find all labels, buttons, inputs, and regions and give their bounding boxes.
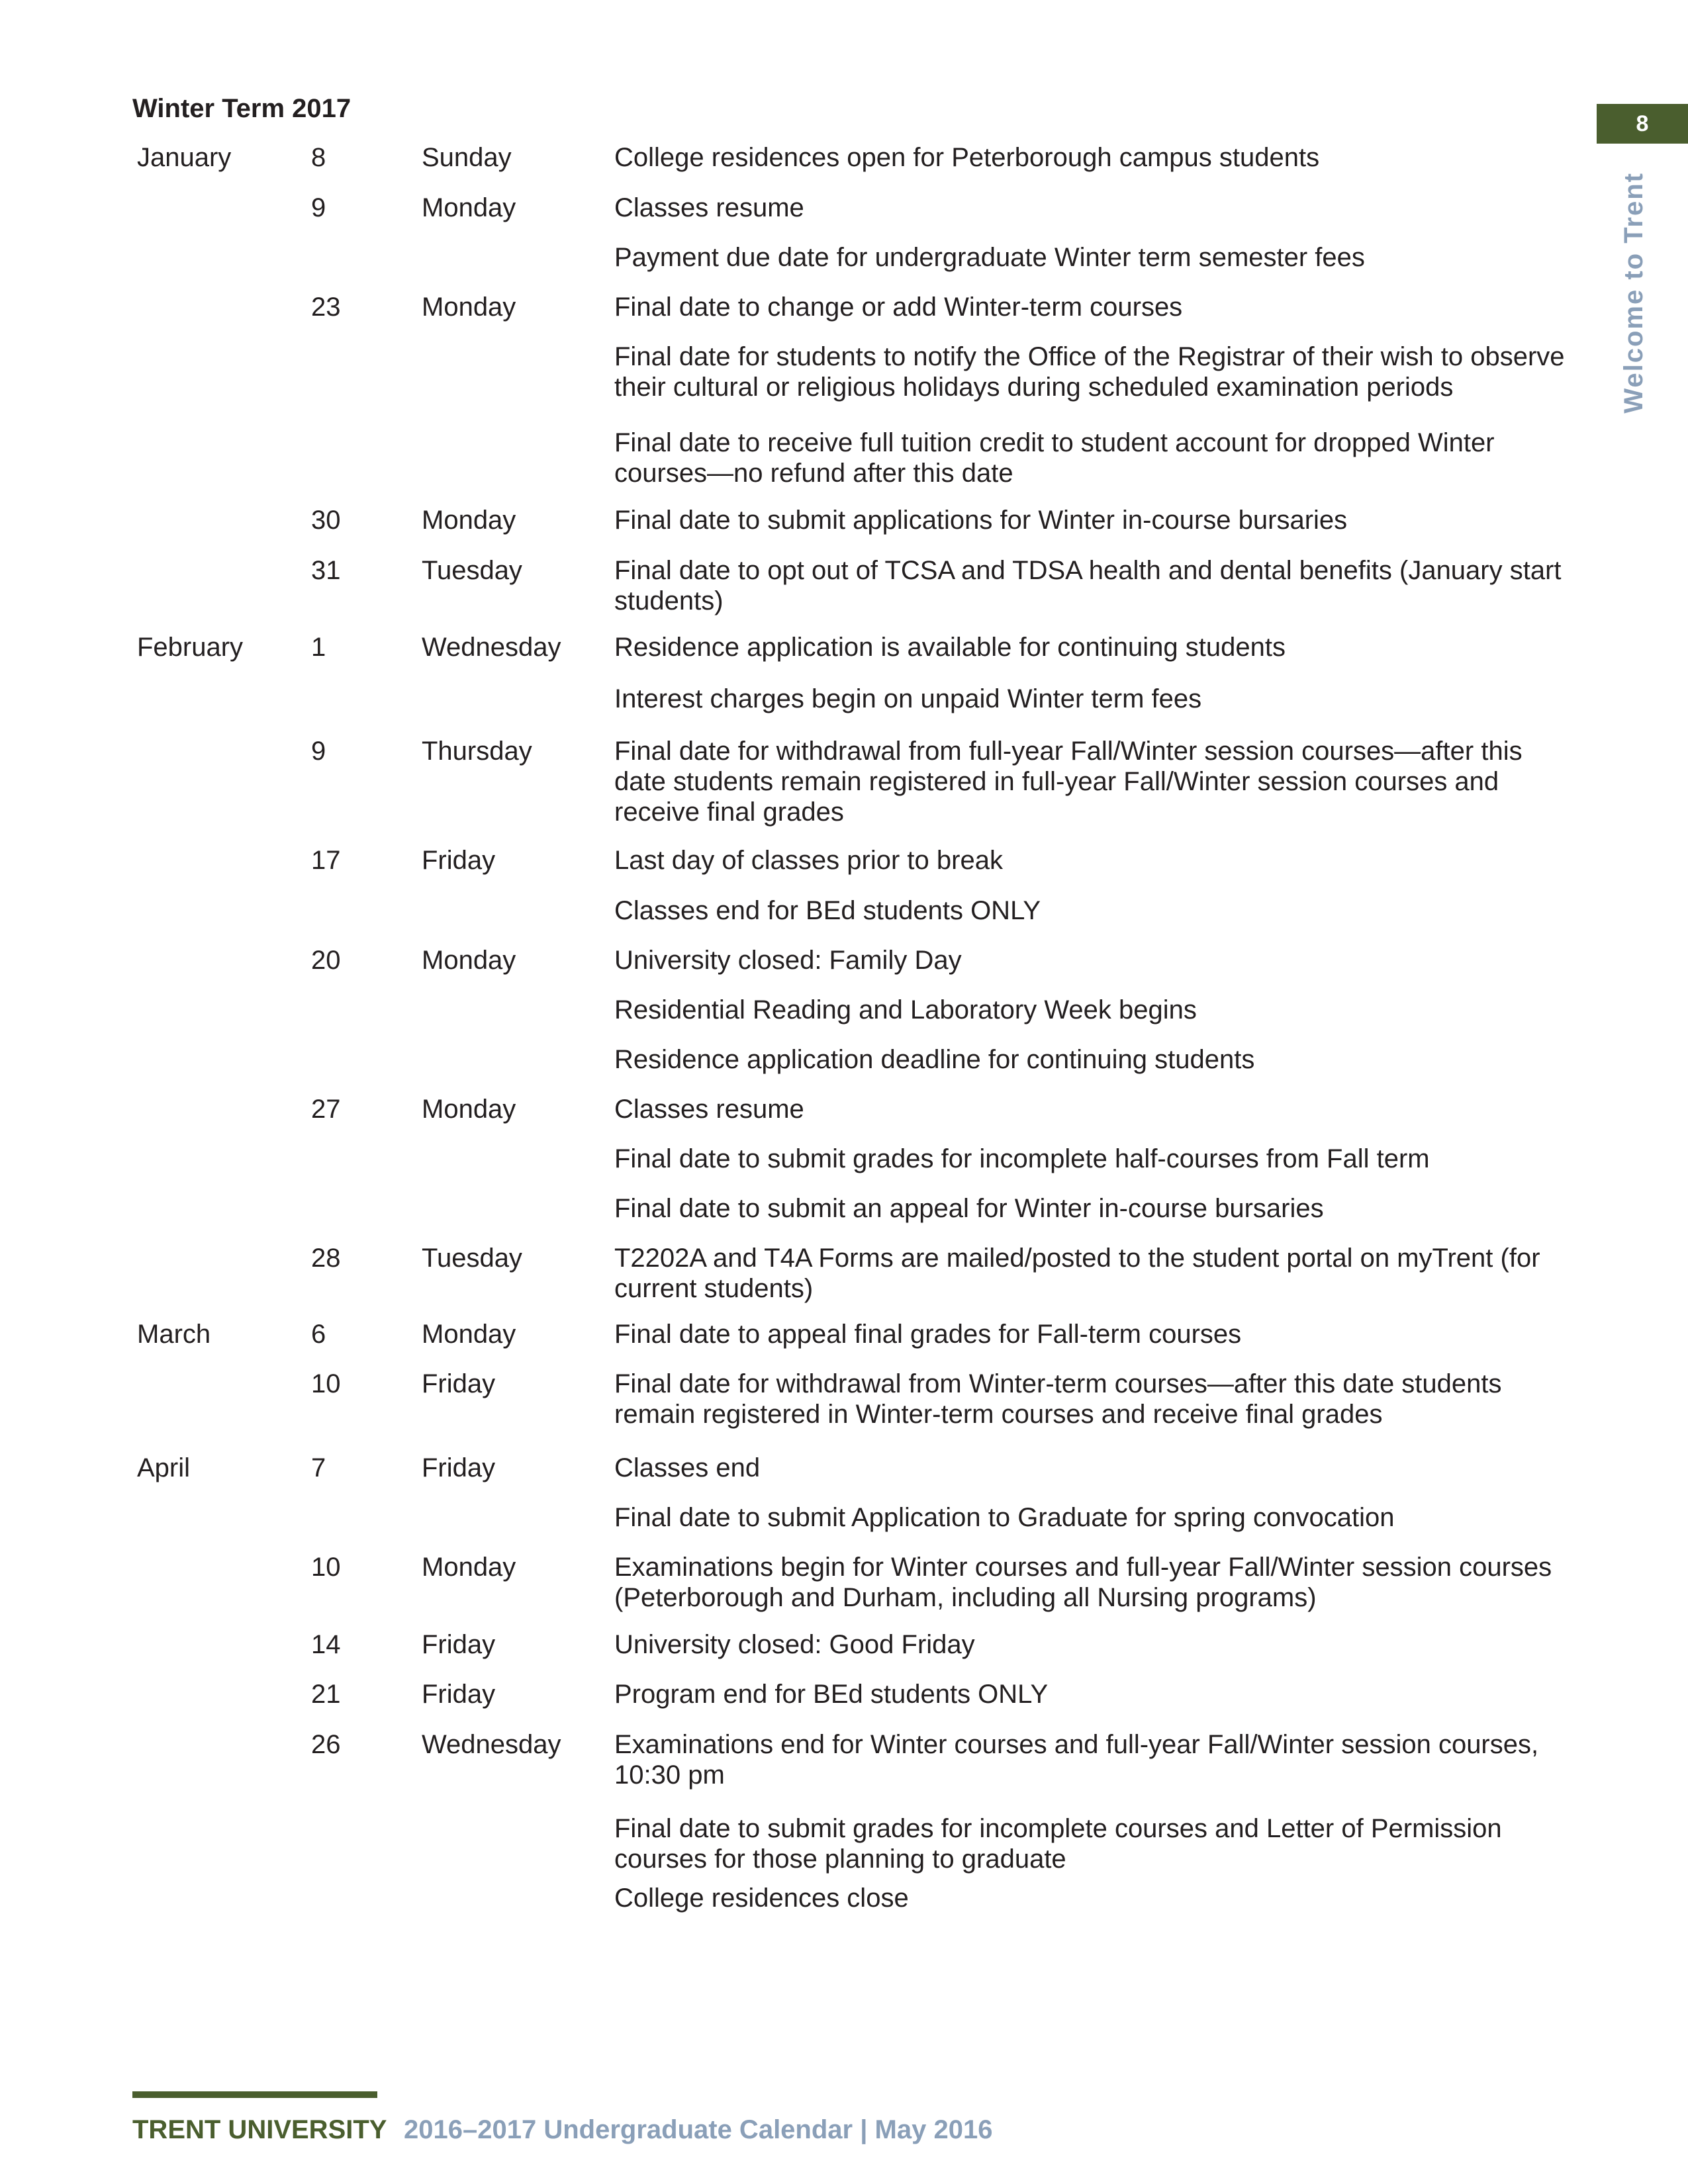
- event-cell: Residence application deadline for continuing students: [614, 1045, 1255, 1074]
- weekday-cell: Thursday: [422, 737, 532, 766]
- event-cell: Payment due date for undergraduate Winter term semester fees: [614, 243, 1365, 272]
- weekday-cell: Monday: [422, 506, 516, 535]
- event-cell: Residence application is available for continuing students: [614, 633, 1286, 662]
- weekday-cell: Friday: [422, 1453, 496, 1482]
- footer-brand: TRENT UNIVERSITY: [132, 2115, 387, 2144]
- event-cell: University closed: Family Day: [614, 946, 962, 975]
- day-cell: 9: [311, 193, 326, 222]
- event-cell: Final date to appeal final grades for Fall-term courses: [614, 1320, 1242, 1349]
- day-cell: 10: [311, 1369, 341, 1398]
- event-cell: Examinations end for Winter courses and full-year Fall/Winter session courses, 10:30 pm: [614, 1730, 1539, 1790]
- event-cell: Last day of classes prior to break: [614, 846, 1003, 875]
- event-cell: Final date for withdrawal from full-year Fall/Winter session courses—after this date students remain registered in full-year Fall/Winter session courses and receive final grades: [614, 737, 1523, 827]
- event-cell: T2202A and T4A Forms are mailed/posted to the student portal on myTrent (for current students): [614, 1244, 1540, 1303]
- event-cell: Classes resume: [614, 193, 804, 222]
- event-cell: Classes end for BEd students ONLY: [614, 896, 1041, 925]
- day-cell: 17: [311, 846, 341, 875]
- event-cell: Interest charges begin on unpaid Winter term fees: [614, 684, 1202, 713]
- weekday-cell: Monday: [422, 1095, 516, 1124]
- weekday-cell: Sunday: [422, 143, 512, 172]
- event-cell: Final date to change or add Winter-term courses: [614, 293, 1183, 322]
- event-cell: Examinations begin for Winter courses and full-year Fall/Winter session courses (Peterborough and Durham, including all Nursing programs): [614, 1553, 1552, 1612]
- weekday-cell: Monday: [422, 1320, 516, 1349]
- month-cell: February: [137, 633, 244, 662]
- event-cell: Final date to submit grades for incomplete courses and Letter of Permission courses for those planning to graduate: [614, 1814, 1502, 1874]
- weekday-cell: Wednesday: [422, 1730, 561, 1759]
- event-cell: University closed: Good Friday: [614, 1630, 975, 1659]
- weekday-cell: Friday: [422, 1630, 496, 1659]
- weekday-cell: Monday: [422, 1553, 516, 1582]
- event-cell: College residences open for Peterborough campus students: [614, 143, 1320, 172]
- month-cell: January: [137, 143, 232, 172]
- weekday-cell: Tuesday: [422, 1244, 522, 1273]
- event-cell: Classes resume: [614, 1095, 804, 1124]
- weekday-cell: Monday: [422, 193, 516, 222]
- event-cell: Final date to submit applications for Winter in-course bursaries: [614, 506, 1348, 535]
- event-cell: Final date to submit Application to Graduate for spring convocation: [614, 1503, 1395, 1532]
- footer-subtitle: 2016–2017 Undergraduate Calendar | May 2016: [404, 2115, 993, 2144]
- weekday-cell: Friday: [422, 1369, 496, 1398]
- day-cell: 28: [311, 1244, 341, 1273]
- event-cell: Program end for BEd students ONLY: [614, 1680, 1049, 1709]
- term-title: Winter Term 2017: [132, 94, 352, 123]
- day-cell: 23: [311, 293, 341, 322]
- event-cell: Final date for students to notify the Office of the Registrar of their wish to observe their cultural or religious holidays during scheduled examination periods: [614, 342, 1565, 402]
- page-number-tab: 8: [1597, 104, 1688, 144]
- day-cell: 8: [311, 143, 326, 172]
- event-cell: Final date to receive full tuition credit to student account for dropped Winter courses—no refund after this date: [614, 428, 1495, 488]
- day-cell: 10: [311, 1553, 341, 1582]
- day-cell: 31: [311, 556, 341, 585]
- weekday-cell: Friday: [422, 846, 496, 875]
- weekday-cell: Wednesday: [422, 633, 561, 662]
- day-cell: 7: [311, 1453, 326, 1482]
- event-cell: Final date to opt out of TCSA and TDSA health and dental benefits (January start students): [614, 556, 1562, 615]
- weekday-cell: Friday: [422, 1680, 496, 1709]
- day-cell: 27: [311, 1095, 341, 1124]
- event-cell: Classes end: [614, 1453, 761, 1482]
- month-cell: March: [137, 1320, 211, 1349]
- footer-rule: [132, 2091, 377, 2098]
- day-cell: 1: [311, 633, 326, 662]
- month-cell: April: [137, 1453, 191, 1482]
- event-cell: Final date to submit grades for incomplete half-courses from Fall term: [614, 1144, 1430, 1173]
- event-cell: Residential Reading and Laboratory Week begins: [614, 995, 1197, 1024]
- day-cell: 14: [311, 1630, 341, 1659]
- day-cell: 6: [311, 1320, 326, 1349]
- day-cell: 9: [311, 737, 326, 766]
- day-cell: 30: [311, 506, 341, 535]
- weekday-cell: Tuesday: [422, 556, 522, 585]
- event-cell: College residences close: [614, 1884, 909, 1913]
- weekday-cell: Monday: [422, 293, 516, 322]
- event-cell: Final date for withdrawal from Winter-term courses—after this date students remain registered in Winter-term courses and receive final grades: [614, 1369, 1502, 1429]
- day-cell: 20: [311, 946, 341, 975]
- weekday-cell: Monday: [422, 946, 516, 975]
- day-cell: 26: [311, 1730, 341, 1759]
- event-cell: Final date to submit an appeal for Winter in-course bursaries: [614, 1194, 1324, 1223]
- section-side-label: Welcome to Trent: [1619, 172, 1648, 414]
- day-cell: 21: [311, 1680, 341, 1709]
